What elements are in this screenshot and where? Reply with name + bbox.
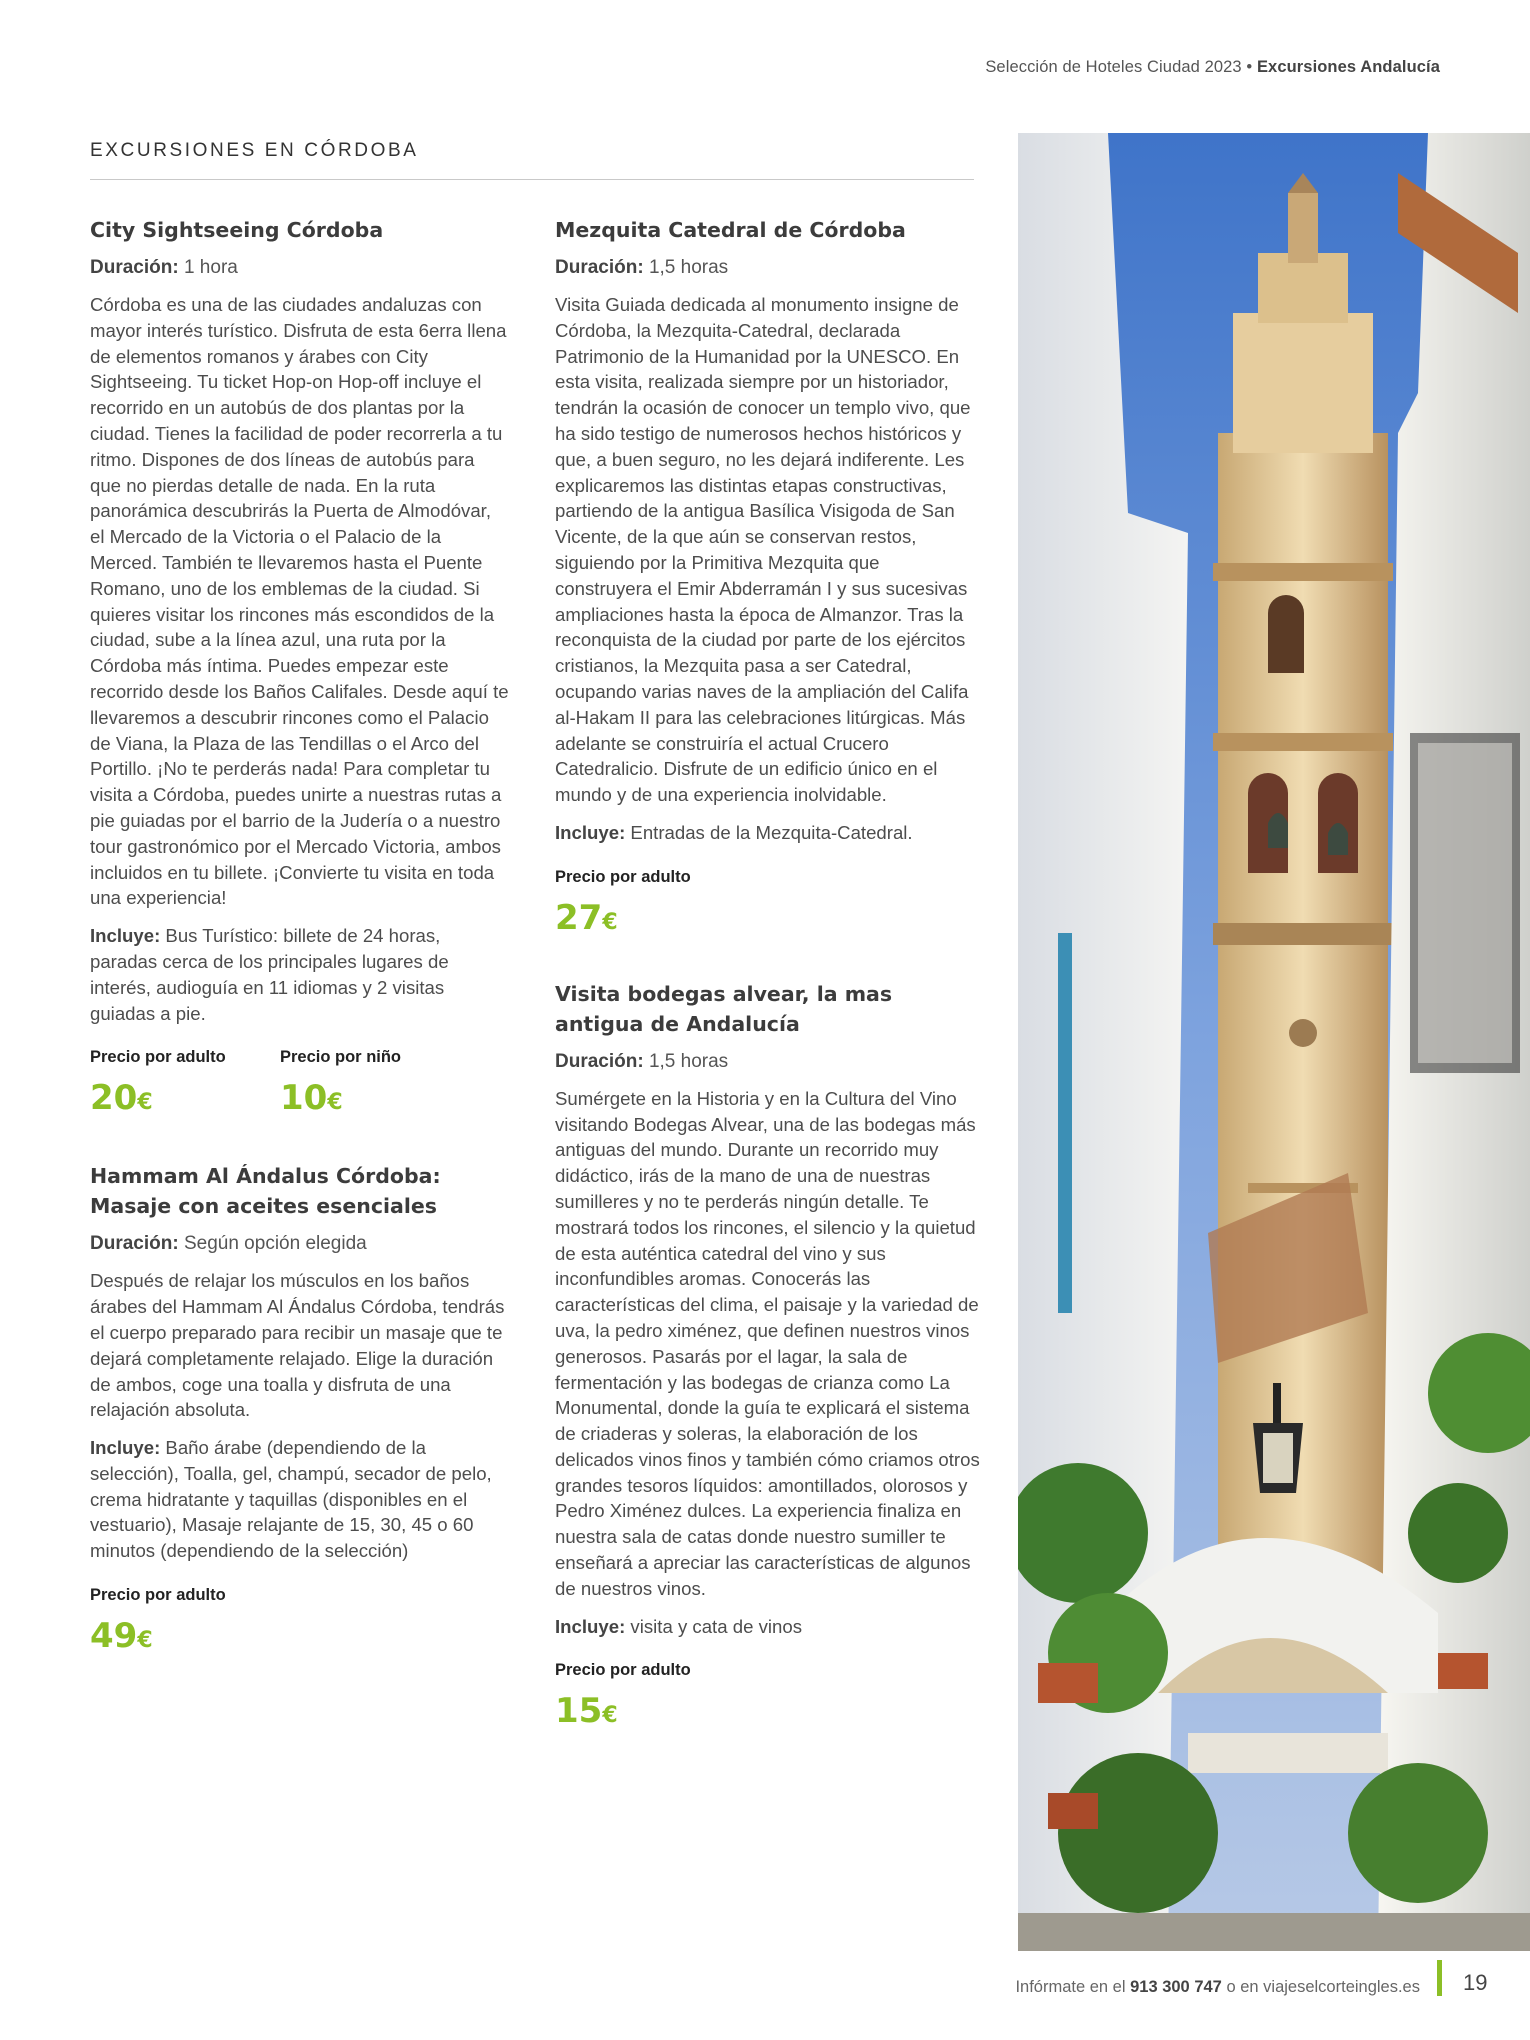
price-value [280,1078,470,1123]
includes-value: Baño árabe (dependiendo de la selección), Toalla, gel, champú, secador de pelo, crema hidratante y taquillas (disponibles en el vestuario), Masaje relajante de 15, 30, 45 o 60 minutos (dependiendo de la selección) [90,1437,492,1562]
currency-symbol: € [602,909,618,935]
duration-value: 1,5 horas [643,257,729,278]
duration-label: Duración: [90,257,179,278]
excursion-includes [90,923,510,1026]
currency-symbol: € [327,1090,343,1116]
currency-symbol: € [602,1703,618,1729]
price-group [90,1584,510,1661]
price-label: Precio por adulto [90,1048,226,1067]
footer-middle: o en [1221,1978,1264,1996]
excursion-description: Visita Guiada dedicada al monumento insigne de Córdoba, la Mezquita-Catedral, declarada Patrimonio de la Humanidad por la UNESCO. En esta visita, realizada siempre por un historiador, tendrán la ocasión de conocer un templo vivo, que ha sido testigo de numerosos hechos históricos y que, a buen seguro, no les dejará indiferente. Les explicaremos las distintas etapas constructivas, partiendo de la antigua Basílica Visigoda de San Vicente, de la que aún se conservan restos, siguiendo por la Primitiva Mezquita que construyera el Emir Abderramán I y sus sucesivas ampliaciones hasta la época de Almanzor. Tras la reconquista de la ciudad por parte de los ejércitos cristianos, la Mezquita pasa a ser Catedral, ocupando varias naves de la ampliación del Califa al-Hakam II para las celebraciones litúrgicas. Más adelante se construiría el actual Crucero Catedralicio. Disfrute de un edificio único en el mundo y de una experiencia inolvidable. [555,294,971,806]
excursion-title: Mezquita Catedral de Córdoba [555,218,906,242]
excursion-city-sightseeing [90,215,510,1123]
header-section: Excursiones Andalucía [1256,58,1440,76]
excursion-duration [90,1231,510,1257]
photo-illustration [1018,133,1530,1951]
price-group [555,866,980,943]
duration-label: Duración: [90,1233,179,1255]
catalog-name: Selección de Hoteles Ciudad 2023 [985,58,1242,76]
price-value [555,898,745,943]
price-value [90,1078,280,1123]
duration-value: Según opción elegida [178,1233,367,1255]
includes-label: Incluye: [555,1615,626,1637]
page-number: 19 [1463,1970,1488,1995]
excursion-duration [90,255,510,281]
excursion-title: Visita bodegas alvear, la mas antigua de Andalucía [555,981,893,1036]
includes-value: Bus Turístico: billete de 24 horas, paradas cerca de los principales lugares de interés, audioguía en 11 idiomas y 2 visitas guiadas a pie. [90,925,449,1024]
middle-column [555,215,980,1736]
currency-symbol: € [137,1090,153,1116]
includes-label: Incluye: [555,821,626,843]
price-value [555,1691,745,1736]
duration-value: 1,5 horas [643,1050,729,1072]
duration-label: Duración: [555,1050,644,1072]
price-group [90,1046,510,1123]
currency-symbol: € [137,1628,153,1654]
includes-value: Entradas de la Mezquita-Catedral. [625,821,913,843]
price-adult [90,1584,280,1661]
excursion-includes [555,1614,980,1640]
excursion-duration [555,255,980,281]
includes-label: Incluye: [90,925,161,947]
price-label: Precio por adulto [555,1661,691,1680]
includes-label: Incluye: [90,1437,161,1459]
excursion-bodegas-alvear [555,979,980,1737]
duration-value: 1 hora [178,257,238,278]
cordoba-street-photo [1018,133,1530,1951]
excursion-hammam [90,1161,510,1661]
excursion-title: City Sightseeing Córdoba [90,218,384,242]
price-child [280,1046,470,1123]
excursion-description: Sumérgete en la Historia y en la Cultura del Vino visitando Bodegas Alvear, una de las bodegas más antiguas del mundo. Durante un recorrido muy didáctico, irás de la mano de una de nuestras sumilleres y no te perderás ningún detalle. Te mostrará todos los rincones, el silencio y la quietud de esta auténtica catedral del vino y sus inconfundibles aromas. Conocerás las características del clima, el paisaje y la variedad de uva, la pedro ximénez, que definen nuestros vinos generosos. Pasarás por el lagar, la sala de fermentación y las bodegas de crianza como La Monumental, donde la guía te explicará el sistema de criaderas y soleras, la elaboración de los delicados vinos finos y también cómo criamos otros grandes tesoros líquidos: amontillados, olorosos y Pedro Ximénez dulces. La experiencia finaliza en nuestra sala de catas donde nuestro sumiller te enseñará a apreciar las características de algunos de nuestros vinos. [555,1087,980,1599]
footer-prefix: Infórmate en el [1015,1978,1131,1996]
price-label: Precio por adulto [90,1586,226,1605]
excursion-duration [555,1049,980,1075]
excursion-includes [555,820,980,846]
price-adult [555,1659,745,1736]
includes-value: visita y cata de vinos [625,1615,802,1637]
price-adult [90,1046,280,1123]
excursion-mezquita [555,215,980,943]
price-group [555,1659,980,1736]
price-amount: 49 [90,1616,138,1657]
price-value [90,1616,280,1661]
price-amount: 20 [90,1078,138,1119]
excursion-includes [90,1435,510,1564]
excursion-description: Después de relajar los músculos en los baños árabes del Hammam Al Ándalus Córdoba, tendrás el cuerpo preparado para recibir un masaje que te dejará completamente relajado. Elige la duración de ambos, coge una toalla y disfruta de una relajación absoluta. [90,1270,505,1421]
section-title: EXCURSIONES EN CÓRDOBA [90,140,419,161]
footer-contact [1015,1978,1420,1997]
duration-label: Duración: [555,257,644,278]
price-amount: 10 [280,1078,328,1119]
running-header [985,58,1440,77]
price-amount: 27 [555,897,603,938]
price-label: Precio por niño [280,1048,402,1067]
excursion-description: Córdoba es una de las ciudades andaluzas con mayor interés turístico. Disfruta de esta 6erra llena de elementos romanos y árabes con City Sightseeing. Tu ticket Hop-on Hop-off incluye el recorrido en un autobús de dos plantas por la ciudad. Tienes la facilidad de poder recorrerla a tu ritmo. Dispones de dos líneas de autobús para que no pierdas detalle de nada. En la ruta panorámica descubrirás la Puerta de Almodóvar, el Mercado de la Victoria o el Palacio de la Merced. También te llevaremos hasta el Puente Romano, uno de los emblemas de la ciudad. Si quieres visitar los rincones más escondidos de la ciudad, sube a la línea azul, una ruta por la Córdoba más íntima. Puedes empezar este recorrido desde los Baños Califales. Desde aquí te llevaremos a descubrir rincones como el Palacio de Viana, la Plaza de las Tendillas o el Arco del Portillo. ¡No te perderás nada! Para completar tu visita a Córdoba, puedes unirte a nuestras rutas a pie guiadas por el barrio de la Judería o a nuestro tour gastronómico por el Mercado Victoria, ambos incluidos en tu billete. ¡Convierte tu visita en toda una experiencia! [90,294,509,909]
left-column [90,215,510,1661]
footer-phone[interactable]: 913 300 747 [1130,1978,1222,1996]
section-divider [90,179,974,180]
header-separator: • [1241,58,1257,76]
price-label: Precio por adulto [555,867,691,886]
excursion-title: Hammam Al Ándalus Córdoba: Masaje con aceites esenciales [90,1164,441,1219]
price-amount: 15 [555,1691,603,1732]
footer-website-link[interactable]: viajeselcorteingles.es [1263,1978,1420,1996]
price-adult [555,866,745,943]
footer-accent-bar [1437,1960,1442,1996]
